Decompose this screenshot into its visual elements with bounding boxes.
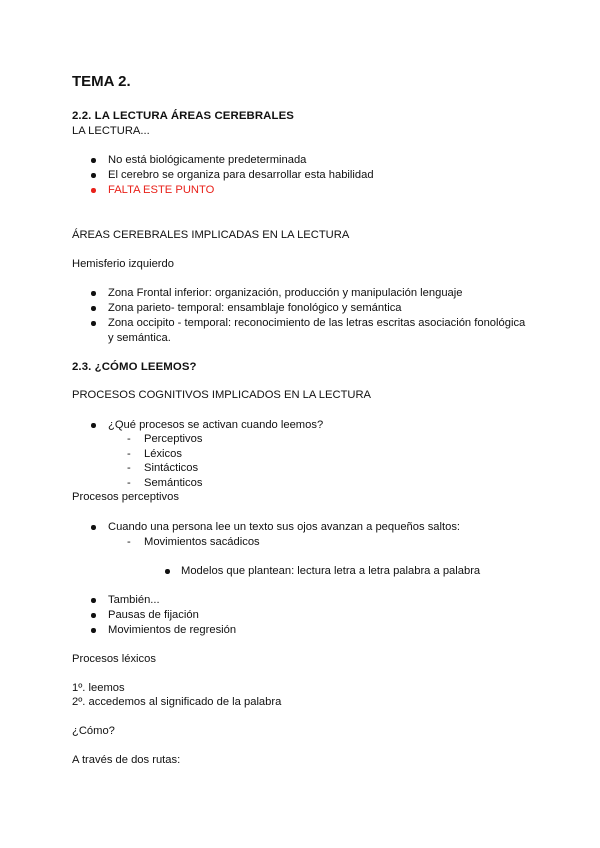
subheading-areas: ÁREAS CEREBRALES IMPLICADAS EN LA LECTURA [72, 229, 350, 241]
section-intro: LA LECTURA... [72, 125, 150, 137]
dash-icon: - [127, 448, 131, 460]
bullet-icon [91, 628, 96, 633]
dash-icon: - [127, 477, 131, 489]
routes-text: A través de dos rutas: [72, 754, 181, 766]
list-item: Zona parieto- temporal: ensamblaje fonológico y semántica [108, 302, 402, 314]
perceptive-heading: Procesos perceptivos [72, 491, 179, 503]
list-item: Movimientos de regresión [108, 624, 237, 636]
bullet-icon [165, 569, 170, 574]
list-item: El cerebro se organiza para desarrollar esta habilidad [108, 169, 374, 181]
bullet-icon [91, 525, 96, 530]
subheading-processes: PROCESOS COGNITIVOS IMPLICADOS EN LA LECTURA [72, 389, 372, 401]
bullet-icon [91, 321, 96, 326]
list-item: No está biológicamente predeterminada [108, 154, 307, 166]
sub-list-item: Sintácticos [144, 462, 199, 474]
bullet-icon [91, 158, 96, 163]
bullet-icon [91, 173, 96, 178]
dash-icon: - [127, 462, 131, 474]
sub-list-item: Perceptivos [144, 433, 203, 445]
list-item-highlight: FALTA ESTE PUNTO [108, 184, 215, 196]
list-item: Pausas de fijación [108, 609, 199, 621]
bullet-icon [91, 423, 96, 428]
list-item: ¿Qué procesos se activan cuando leemos? [108, 419, 324, 431]
list-item: Zona occipito - temporal: reconocimiento de las letras escritas asociación fonológica [108, 317, 526, 329]
list-item: Zona Frontal inferior: organización, producción y manipulación lenguaje [108, 287, 463, 299]
page-title: TEMA 2. [72, 73, 131, 90]
nested-list-item: Modelos que plantean: lectura letra a letra palabra a palabra [181, 565, 481, 577]
lexical-heading: Procesos léxicos [72, 653, 156, 665]
bullet-icon [91, 188, 96, 193]
hemisphere-label: Hemisferio izquierdo [72, 258, 174, 270]
bullet-icon [91, 306, 96, 311]
sub-list-item: Movimientos sacádicos [144, 536, 260, 548]
lexical-step: 1º. leemos [72, 682, 125, 694]
list-item: También... [108, 594, 160, 606]
dash-icon: - [127, 536, 131, 548]
section-heading-2-3: 2.3. ¿CÓMO LEEMOS? [72, 361, 197, 373]
section-heading-2-2: 2.2. LA LECTURA ÁREAS CEREBRALES [72, 110, 294, 122]
bullet-icon [91, 291, 96, 296]
question-how: ¿Cómo? [72, 725, 115, 737]
sub-list-item: Semánticos [144, 477, 203, 489]
dash-icon: - [127, 433, 131, 445]
lexical-step: 2º. accedemos al significado de la palabra [72, 696, 282, 708]
bullet-icon [91, 598, 96, 603]
bullet-icon [91, 613, 96, 618]
sub-list-item: Léxicos [144, 448, 182, 460]
list-item: Cuando una persona lee un texto sus ojos avanzan a pequeños saltos: [108, 521, 461, 533]
list-item-continuation: y semántica. [108, 332, 171, 344]
